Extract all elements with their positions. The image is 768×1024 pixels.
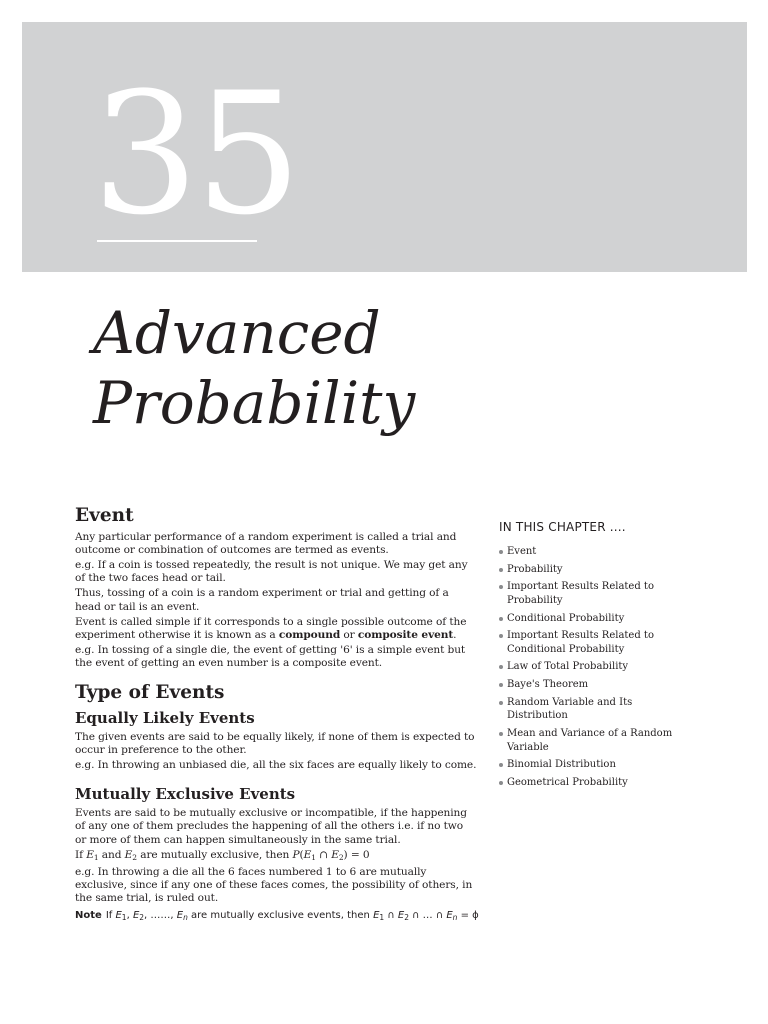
equally-likely-paragraph-2: e.g. In throwing an unbiased die, all the six faces are equally likely to come. bbox=[75, 759, 477, 772]
bullet-icon bbox=[499, 763, 503, 767]
formula-text: ( bbox=[299, 848, 304, 861]
topic-label: Conditional Probability bbox=[507, 612, 625, 624]
note-operator: ∩ bbox=[384, 910, 398, 922]
note-symbol: E bbox=[373, 910, 380, 922]
formula-symbol: E bbox=[331, 848, 339, 861]
in-this-chapter-sidebar bbox=[499, 519, 684, 794]
formula-subscript: 2 bbox=[132, 852, 137, 862]
formula-text: If bbox=[75, 848, 87, 861]
topic-label: Random Variable and Its Distribution bbox=[507, 696, 633, 722]
topic-item bbox=[499, 563, 684, 577]
chapter-title-line-2: Probability bbox=[93, 369, 416, 437]
event-paragraph-5: e.g. In tossing of a single die, the event of getting '6' is a simple event but the event of getting an even number is a composite event. bbox=[75, 643, 466, 670]
bullet-icon bbox=[499, 781, 503, 785]
topic-item bbox=[499, 629, 684, 656]
bullet-icon bbox=[499, 568, 503, 572]
topic-label: Law of Total Probability bbox=[507, 661, 629, 673]
note-box bbox=[75, 909, 477, 925]
note-subscript: n bbox=[452, 913, 458, 923]
chapter-number-underline bbox=[97, 240, 257, 242]
sidebar-title: IN THIS CHAPTER .... bbox=[499, 520, 626, 534]
bullet-icon bbox=[499, 701, 503, 705]
topic-label: Probability bbox=[507, 563, 563, 575]
section-heading-event: Event bbox=[75, 505, 134, 526]
term-composite-event: composite event bbox=[357, 628, 454, 641]
formula-text: are mutually exclusive, then bbox=[136, 848, 293, 861]
term-compound: compound bbox=[278, 628, 341, 641]
formula-text: ) = 0 bbox=[343, 848, 370, 861]
note-subscript: n bbox=[183, 913, 188, 923]
bullet-icon bbox=[499, 683, 503, 687]
topic-label: Binomial Distribution bbox=[507, 759, 616, 771]
topic-item bbox=[499, 696, 684, 723]
note-text: ……, bbox=[150, 910, 177, 922]
note-text: If bbox=[105, 910, 116, 922]
equally-likely-paragraph-1: The given events are said to be equally likely, if none of them is expected to occur in preference to the other. bbox=[75, 731, 475, 757]
topic-label: Baye's Theorem bbox=[507, 679, 589, 691]
subsection-heading-equally-likely: Equally Likely Events bbox=[75, 709, 255, 728]
formula-text: and bbox=[98, 848, 125, 861]
chapter-title bbox=[93, 298, 415, 438]
note-symbol: E bbox=[397, 910, 405, 922]
bullet-icon bbox=[499, 550, 503, 554]
formula-symbol: P bbox=[292, 848, 300, 861]
formula-subscript: 1 bbox=[311, 852, 316, 862]
mutually-exclusive-paragraph-3: e.g. In throwing a die all the 6 faces numbered 1 to 6 are mutually exclusive, since if any one of these faces comes, the possibility of others, in the same trial, is ruled out. bbox=[75, 865, 473, 905]
event-p4-text-2: or bbox=[340, 628, 358, 641]
topic-label: Geometrical Probability bbox=[507, 776, 628, 788]
note-symbol: E bbox=[115, 910, 122, 922]
topic-item bbox=[499, 758, 684, 772]
mutually-exclusive-formula bbox=[75, 849, 477, 864]
bullet-icon bbox=[499, 585, 503, 589]
subsection-heading-mutually-exclusive: Mutually Exclusive Events bbox=[75, 785, 296, 804]
topic-item bbox=[499, 660, 684, 674]
formula-symbol: E bbox=[124, 848, 133, 861]
bullet-icon bbox=[499, 732, 503, 736]
note-subscript: 2 bbox=[139, 913, 145, 923]
note-text: = ϕ bbox=[457, 910, 479, 922]
note-operator: … ∩ bbox=[422, 910, 447, 922]
formula-symbol: E bbox=[86, 848, 94, 861]
mutually-exclusive-paragraph-1: Events are said to be mutually exclusive or incompatible, if the happening of any one of them precludes the happening of all the others i.e. if no two or more of them can happen simultaneously in the same trial. bbox=[75, 807, 467, 846]
note-symbol: E bbox=[132, 910, 140, 922]
chapter-title-line-1: Advanced bbox=[93, 299, 381, 367]
topic-item bbox=[499, 545, 684, 559]
topic-item bbox=[499, 678, 684, 692]
note-operator: ∩ bbox=[408, 910, 423, 922]
chapter-topics-list bbox=[499, 545, 684, 789]
note-subscript: 1 bbox=[121, 913, 127, 923]
note-subscript: 1 bbox=[379, 913, 385, 923]
bullet-icon bbox=[499, 617, 503, 621]
topic-item bbox=[499, 612, 684, 626]
topic-label: Mean and Variance of a Random Variable bbox=[507, 728, 673, 753]
note-text: , bbox=[126, 910, 133, 922]
topic-item bbox=[499, 776, 684, 790]
chapter-number: 35 bbox=[92, 56, 298, 252]
note-text: , bbox=[144, 910, 151, 922]
event-paragraph-3: Thus, tossing of a coin is a random experiment or trial and getting of a head or tail is an event. bbox=[75, 587, 449, 613]
topic-label: Event bbox=[507, 546, 537, 557]
bullet-icon bbox=[499, 665, 503, 669]
formula-symbol: E bbox=[303, 848, 312, 861]
event-p4-text-1: Event is called simple if it corresponds to a single possible outcome of the experiment otherwise it is known as a bbox=[75, 615, 467, 641]
section-heading-types: Type of Events bbox=[75, 682, 225, 704]
formula-operator: ∩ bbox=[315, 848, 332, 861]
topic-item bbox=[499, 580, 684, 607]
topic-label: Important Results Related to Probability bbox=[507, 581, 654, 606]
event-paragraph-1: Any particular performance of a random experiment is called a trial and outcome or combination of outcomes are termed as events. bbox=[75, 531, 457, 557]
topic-item bbox=[499, 727, 684, 754]
topic-label: Important Results Related to Conditional Probability bbox=[507, 630, 654, 655]
formula-subscript: 2 bbox=[338, 852, 344, 862]
note-symbol: E bbox=[176, 910, 184, 922]
formula-subscript: 1 bbox=[93, 852, 99, 862]
event-p4-text-3: . bbox=[453, 628, 457, 641]
event-paragraph-4 bbox=[75, 616, 477, 642]
note-subscript: 2 bbox=[404, 913, 409, 923]
note-label: Note bbox=[75, 910, 102, 922]
note-symbol: E bbox=[446, 910, 453, 922]
note-text: are mutually exclusive events, then bbox=[187, 910, 374, 922]
event-paragraph-2: e.g. If a coin is tossed repeatedly, the result is not unique. We may get any of the two faces head or tail. bbox=[75, 559, 468, 585]
main-content bbox=[75, 505, 477, 925]
bullet-icon bbox=[499, 634, 503, 638]
